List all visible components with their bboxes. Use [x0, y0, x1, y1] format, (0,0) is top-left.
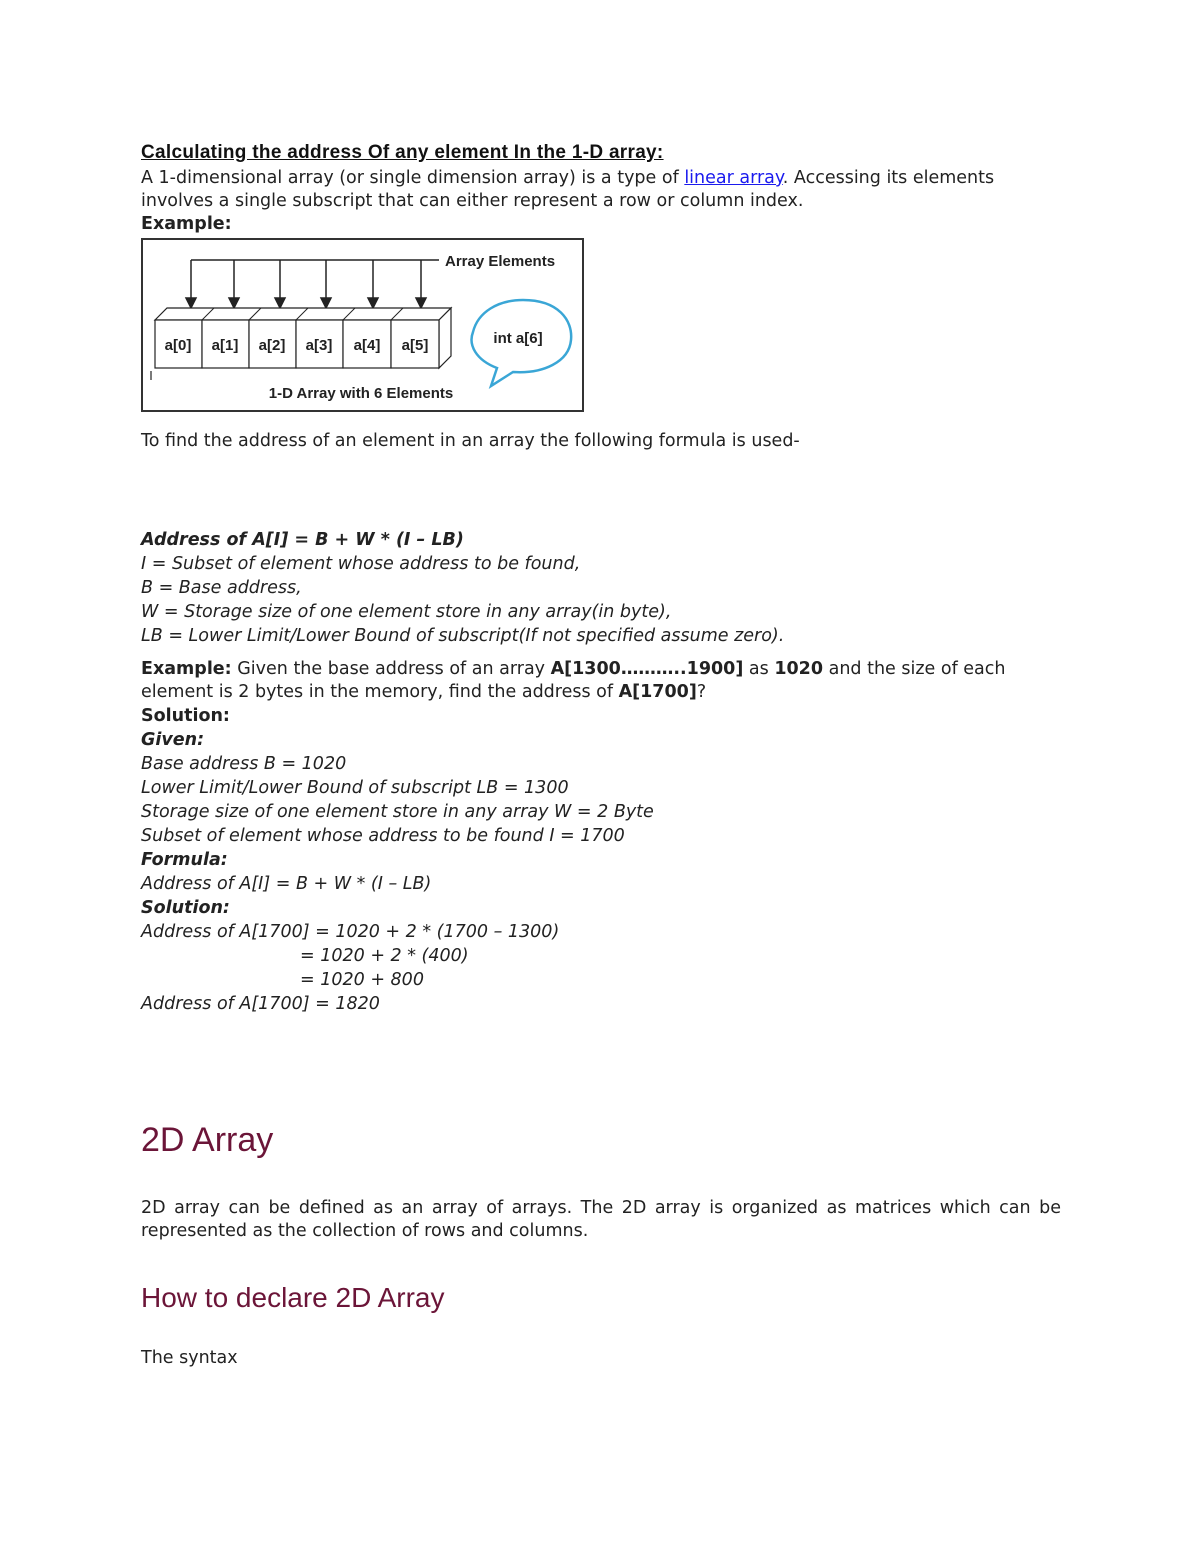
formula-def-b: B = Base address,	[141, 578, 302, 598]
solution-block	[141, 704, 1061, 1016]
intro-text-after-link: . Accessing its elements involves a single subscript that can either represent a row or column index.	[141, 168, 995, 211]
intro-text-before-link: A 1-dimensional array (or single dimension array) is a type of	[141, 168, 685, 188]
solution-step-1: Address of A[1700] = 1020 + 2 * (1700 – 1300)	[141, 922, 560, 942]
solution-step-3: = 1020 + 800	[300, 970, 424, 990]
given-label: Given:	[141, 730, 205, 750]
array-cell-2: a[2]	[258, 337, 286, 354]
document-page	[141, 140, 1061, 1370]
formula-main: Address of A[I] = B + W * (I – LB)	[141, 530, 464, 550]
diagram-caption: 1-D Array with 6 Elements	[268, 385, 454, 402]
solution-label: Solution:	[141, 706, 230, 726]
syntax-text: The syntax	[141, 1348, 238, 1368]
linear-array-link[interactable]: linear array	[684, 168, 783, 188]
example2-target: A[1700]	[618, 682, 697, 702]
solution-result: Address of A[1700] = 1820	[141, 994, 380, 1014]
arrow-group	[186, 260, 426, 308]
array-cell-5: a[5]	[401, 337, 429, 354]
example2-text-1: Given the base address of an array	[231, 659, 551, 679]
given-storage-size: Storage size of one element store in any array W = 2 Byte	[141, 802, 654, 822]
array-cell-1: a[1]	[211, 337, 239, 354]
formula-def-i: I = Subset of element whose address to be found,	[141, 554, 581, 574]
given-lower-bound: Lower Limit/Lower Bound of subscript LB = 1300	[141, 778, 569, 798]
section-2d-description: 2D array can be defined as an array of arrays. The 2D array is organized as matrices which can be represented as the collection of rows and columns.	[141, 1198, 1061, 1241]
solution-step-2: = 1020 + 2 * (400)	[300, 946, 469, 966]
array-diagram	[141, 238, 584, 412]
formula-intro: To find the address of an element in an array the following formula is used-	[141, 431, 800, 451]
formula-label: Formula:	[141, 850, 228, 870]
given-base-address: Base address B = 1020	[141, 754, 347, 774]
example2-base-value: 1020	[774, 659, 824, 679]
example-label: Example:	[141, 214, 232, 234]
array-cell-3: a[3]	[305, 337, 333, 354]
solution2-label: Solution:	[141, 898, 230, 918]
formula-def-w: W = Storage size of one element store in any array(in byte),	[141, 602, 672, 622]
example2-text-2: as	[743, 659, 775, 679]
section-declare-title: How to declare 2D Array	[141, 1282, 445, 1313]
example2-paragraph	[141, 658, 1061, 704]
formula-restated: Address of A[I] = B + W * (I – LB)	[141, 874, 432, 894]
given-subset: Subset of element whose address to be found I = 1700	[141, 826, 625, 846]
diagram-title: Array Elements	[445, 253, 556, 270]
example2-array-range: A[1300………..1900]	[550, 659, 744, 679]
formula-def-lb: LB = Lower Limit/Lower Bound of subscript(If not specified assume zero).	[141, 626, 785, 646]
example2-text-4: ?	[696, 682, 707, 702]
bubble-text: int a[6]	[493, 330, 543, 347]
example2-text-3: and the size of each element is 2 bytes in the memory, find the address of	[141, 659, 1006, 702]
formula-block	[141, 528, 1061, 648]
array-cell-4: a[4]	[353, 337, 381, 354]
example2-label: Example:	[141, 659, 232, 679]
section-2d-array-title: 2D Array	[141, 1121, 274, 1159]
intro-paragraph	[141, 167, 1061, 213]
section-heading: Calculating the address Of any element In the 1-D array:	[141, 142, 664, 163]
array-cell-0: a[0]	[164, 337, 192, 354]
